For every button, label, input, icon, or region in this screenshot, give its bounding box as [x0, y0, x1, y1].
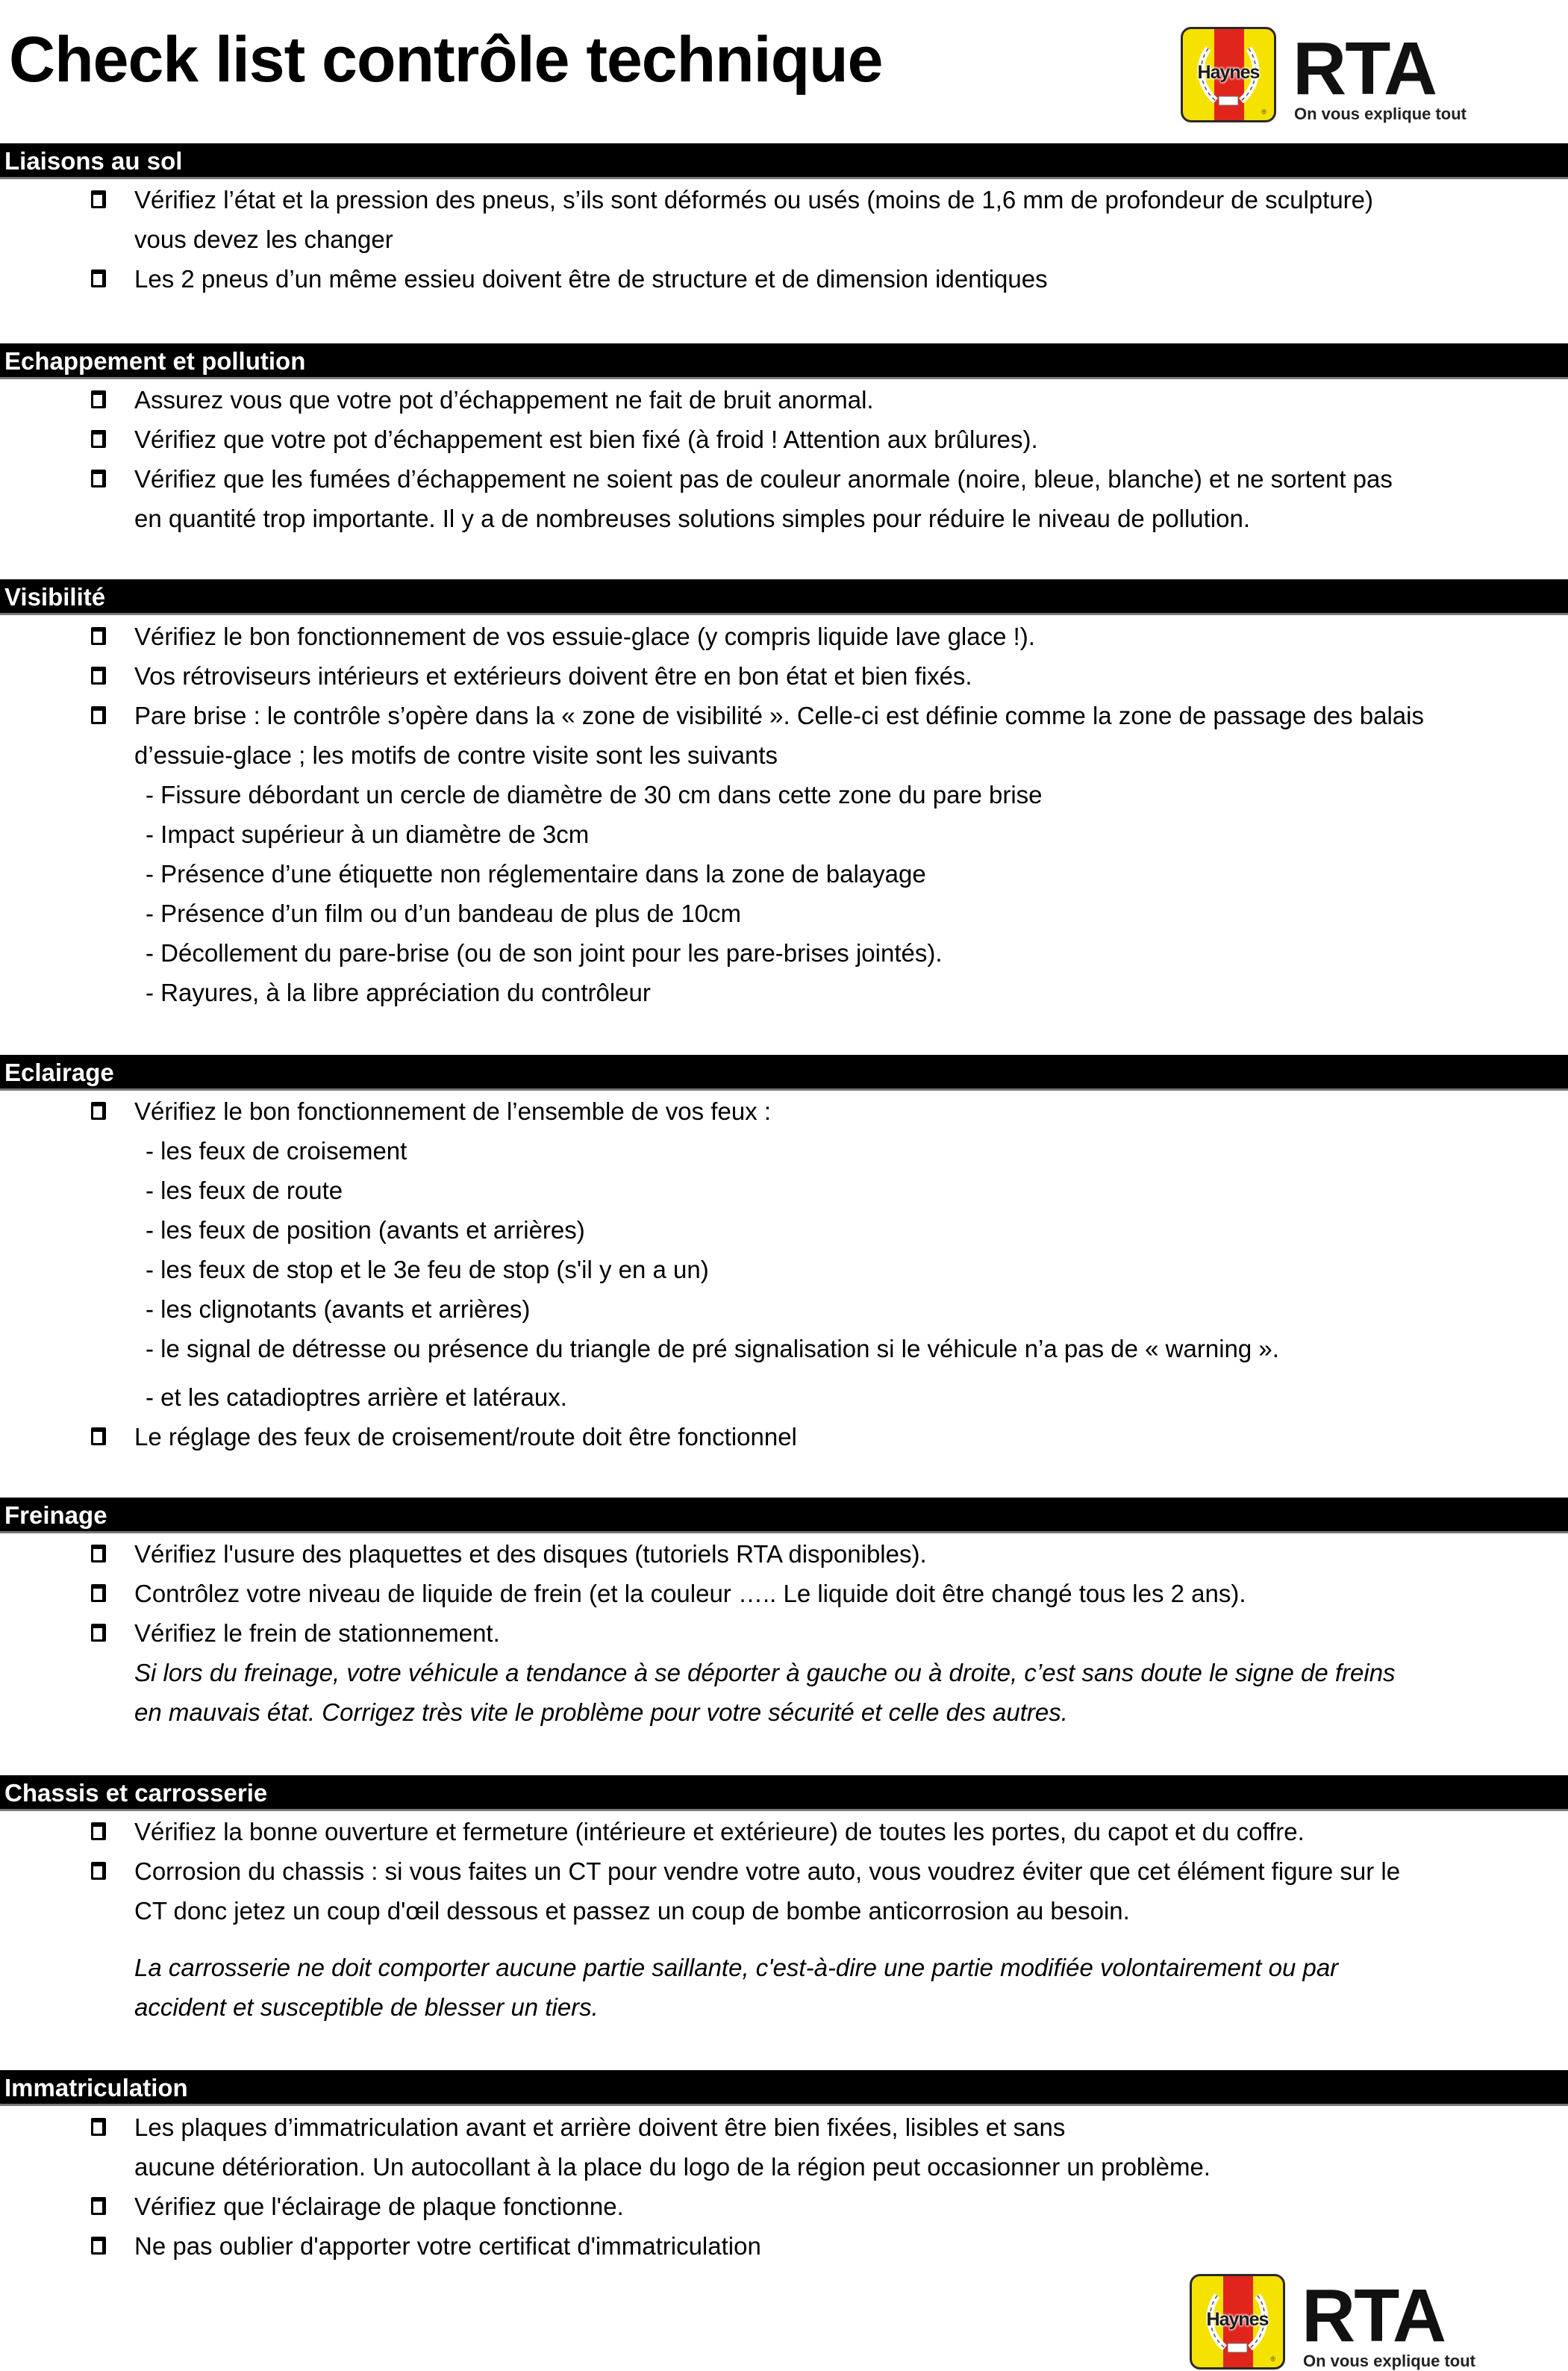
- registered-mark: ®: [1261, 108, 1266, 116]
- sub-item: - les feux de stop et le 3e feu de stop (s'il y en a un): [146, 1256, 709, 1283]
- list-item: Corrosion du chassis : si vous faites un CT pour vendre votre auto, vous voudrez éviter que cet élément figure sur le: [134, 1857, 1401, 1885]
- list-item-continuation: aucune détérioration. Un autocollant à la place du logo de la région peut occasionner un problème.: [134, 2153, 1211, 2181]
- section-title: Freinage: [4, 1501, 107, 1529]
- logo-tagline: On vous explique tout: [1294, 105, 1467, 123]
- note-text: accident et susceptible de blesser un tiers.: [134, 1993, 599, 2021]
- haynes-wordmark: Haynes: [1206, 2309, 1269, 2330]
- section-header-liaisons: [0, 143, 1568, 179]
- checkbox[interactable]: [91, 1822, 106, 1840]
- list-item-continuation: vous devez les changer: [134, 225, 393, 253]
- list-item: Vérifiez que l'éclairage de plaque fonctionne.: [134, 2193, 624, 2220]
- sub-item: - les clignotants (avants et arrières): [146, 1295, 531, 1323]
- list-item: Les plaques d’immatriculation avant et arrière doivent être bien fixées, lisibles et sans: [134, 2113, 1066, 2141]
- list-item: Contrôlez votre niveau de liquide de frein (et la couleur ….. Le liquide doit être changé tous les 2 ans).: [134, 1580, 1246, 1607]
- checkbox[interactable]: [91, 1584, 106, 1602]
- section-title: Echappement et pollution: [4, 347, 306, 375]
- sub-item: - Présence d’une étiquette non réglementaire dans la zone de balayage: [146, 860, 926, 888]
- list-item: Vérifiez le bon fonctionnement de l’ensemble de vos feux :: [134, 1097, 772, 1125]
- checkbox[interactable]: [91, 627, 106, 645]
- section-title: Liaisons au sol: [4, 147, 183, 175]
- checkbox[interactable]: [91, 1624, 106, 1642]
- sub-item: - les feux de croisement: [146, 1137, 407, 1165]
- haynes-badge: [1181, 27, 1276, 122]
- sub-item: - et les catadioptres arrière et latéraux.: [146, 1383, 567, 1411]
- checkbox[interactable]: [91, 1102, 106, 1120]
- list-item-continuation: CT donc jetez un coup d'œil dessous et passez un coup de bombe anticorrosion au besoin.: [134, 1897, 1130, 1925]
- list-item: Vos rétroviseurs intérieurs et extérieurs doivent être en bon état et bien fixés.: [134, 662, 972, 690]
- section-header-chassis: [0, 1775, 1568, 1811]
- checkbox[interactable]: [91, 470, 106, 487]
- haynes-wordmark: Haynes: [1197, 62, 1260, 83]
- haynes-badge: [1190, 2274, 1285, 2370]
- list-item: Les 2 pneus d’un même essieu doivent être de structure et de dimension identiques: [134, 265, 1048, 293]
- list-item: Pare brise : le contrôle s’opère dans la « zone de visibilité ». Celle-ci est définie comme la zone de passage des balais: [134, 702, 1424, 729]
- checkbox[interactable]: [91, 269, 106, 287]
- section-title: Visibilité: [4, 583, 106, 611]
- section-header-freinage: [0, 1498, 1568, 1533]
- list-item: Vérifiez le frein de stationnement.: [134, 1619, 500, 1647]
- section-title: Chassis et carrosserie: [4, 1779, 268, 1807]
- page-title: Check list contrôle technique: [9, 24, 883, 96]
- section-title: Immatriculation: [4, 2074, 188, 2102]
- checkbox[interactable]: [91, 2197, 106, 2215]
- sub-item: - le signal de détresse ou présence du triangle de pré signalisation si le véhicule n’a pas de « warning ».: [146, 1335, 1279, 1362]
- checkbox[interactable]: [91, 706, 106, 724]
- note-text: Si lors du freinage, votre véhicule a tendance à se déporter à gauche ou à droite, c’est sans doute le signe de freins: [134, 1659, 1396, 1686]
- list-item: Vérifiez que votre pot d’échappement est bien fixé (à froid ! Attention aux brûlures).: [134, 426, 1038, 453]
- list-item: Vérifiez l'usure des plaquettes et des disques (tutoriels RTA disponibles).: [134, 1540, 927, 1568]
- list-item: Assurez vous que votre pot d’échappement ne fait de bruit anormal.: [134, 386, 874, 414]
- registered-mark: ®: [1270, 2355, 1275, 2363]
- rta-wordmark: RTA: [1302, 2274, 1446, 2358]
- note-text: en mauvais état. Corrigez très vite le problème pour votre sécurité et celle des autres.: [134, 1698, 1068, 1726]
- sub-item: - les feux de position (avants et arrières): [146, 1216, 585, 1244]
- sub-item: - Décollement du pare-brise (ou de son joint pour les pare-brises jointés).: [146, 939, 943, 967]
- section-header-visibilite: [0, 579, 1568, 615]
- sub-item: - les feux de route: [146, 1177, 343, 1204]
- checkbox[interactable]: [91, 2118, 106, 2136]
- checkbox[interactable]: [91, 667, 106, 685]
- logo-tagline: On vous explique tout: [1303, 2352, 1476, 2370]
- checkbox[interactable]: [91, 2237, 106, 2255]
- list-item: Vérifiez la bonne ouverture et fermeture (intérieure et extérieure) de toutes les portes, du capot et du coffre.: [134, 1818, 1305, 1845]
- list-item: Vérifiez l’état et la pression des pneus, s’ils sont déformés ou usés (moins de 1,6 mm de profondeur de sculpture): [134, 186, 1374, 214]
- list-item: Ne pas oublier d'apporter votre certificat d'immatriculation: [134, 2232, 761, 2260]
- checkbox[interactable]: [91, 430, 106, 448]
- sub-item: - Fissure débordant un cercle de diamètre de 30 cm dans cette zone du pare brise: [146, 781, 1043, 808]
- rta-wordmark: RTA: [1293, 27, 1437, 110]
- sub-item: - Rayures, à la libre appréciation du contrôleur: [146, 979, 651, 1006]
- sub-item: - Impact supérieur à un diamètre de 3cm: [146, 820, 590, 848]
- checkbox[interactable]: [91, 1427, 106, 1445]
- section-header-eclairage: [0, 1055, 1568, 1091]
- checkbox[interactable]: [91, 390, 106, 408]
- section-header-immatriculation: [0, 2070, 1568, 2106]
- section-title: Eclairage: [4, 1059, 114, 1086]
- list-item: Vérifiez que les fumées d’échappement ne soient pas de couleur anormale (noire, bleue, blanche) et ne sortent pas: [134, 465, 1393, 493]
- checkbox[interactable]: [91, 190, 106, 208]
- haynes-rta-logo-top: [1181, 27, 1479, 124]
- sub-item: - Présence d’un film ou d’un bandeau de plus de 10cm: [146, 900, 742, 927]
- note-text: La carrosserie ne doit comporter aucune partie saillante, c'est-à-dire une partie modifiée volontairement ou par: [134, 1954, 1339, 1981]
- list-item: Vérifiez le bon fonctionnement de vos essuie-glace (y compris liquide lave glace !).: [134, 623, 1035, 650]
- section-header-echappement: [0, 343, 1568, 379]
- haynes-rta-logo-bottom: [1190, 2274, 1488, 2371]
- list-item-continuation: d’essuie-glace ; les motifs de contre visite sont les suivants: [134, 741, 778, 769]
- checkbox[interactable]: [91, 1862, 106, 1880]
- list-item: Le réglage des feux de croisement/route doit être fonctionnel: [134, 1423, 797, 1451]
- list-item-continuation: en quantité trop importante. Il y a de nombreuses solutions simples pour réduire le niveau de pollution.: [134, 505, 1251, 532]
- checkbox[interactable]: [91, 1545, 106, 1563]
